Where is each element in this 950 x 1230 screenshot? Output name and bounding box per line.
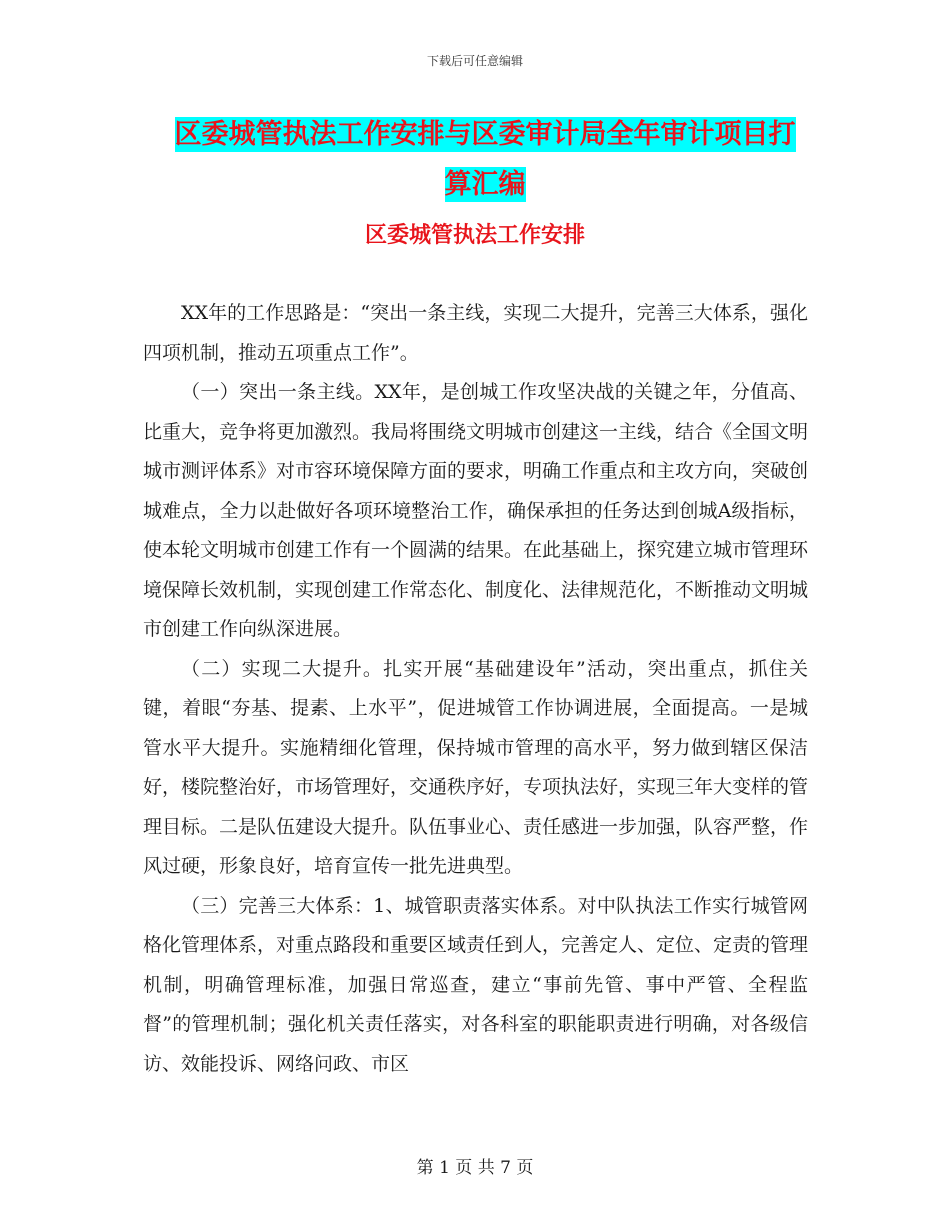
paragraph-two-improvements: （二）实现二大提升。扎实开展“基础建设年”活动，突出重点，抓住关键，着眼“夯基、提素、上水平”，促进城管工作协调进展，全面提高。一是城管水平大提升。实施精细化管理，保持城市管理的高水平，努力做到辖区保洁好，楼院整治好，市场管理好，交通秩序好，专项执法好，实现三年大变样的管理目标。二是队伍建设大提升。队伍事业心、责任感进一步加强，队容严整，作风过硬，形象良好，培育宣传一批先进典型。 [143, 657, 809, 877]
document-body [143, 294, 808, 1084]
document-title [150, 110, 820, 210]
document-title-line-2: 算汇编 [444, 169, 526, 200]
paragraph-intro: XX年的工作思路是：“突出一条主线，实现二大提升，完善三大体系，强化四项机制，推动五项重点工作”。 [143, 302, 808, 364]
paragraph-one-main-line: （一）突出一条主线。XX年，是创城工作攻坚决战的关键之年，分值高、比重大，竞争将更加激烈。我局将围绕文明城市创建这一主线，结合《全国文明城市测评体系》对市容环境保障方面的要求，明确工作重点和主攻方向，突破创城难点，全力以赴做好各项环境整治工作，确保承担的任务达到创城A级指标，使本轮文明城市创建工作有一个圆满的结果。在此基础上，探究建立城市管理环境保障长效机制，实现创建工作常态化、制度化、法律规范化，不断推动文明城市创建工作向纵深进展。 [143, 381, 809, 640]
header-note: 下载后可任意编辑 [426, 54, 523, 68]
paragraph-three-systems: （三）完善三大体系：1、城管职责落实体系。对中队执法工作实行城管网格化管理体系，对重点路段和重要区域责任到人，完善定人、定位、定责的管理机制，明确管理标准，加强日常巡查，建立“事前先管、事中严管、全程监督”的管理机制；强化机关责任落实，对各科室的职能职责进行明确，对各级信访、效能投诉、网络问政、市区 [143, 894, 809, 1075]
page-footer: 第 1 页 共 7 页 [416, 1158, 534, 1178]
document-title-line-1: 区委城管执法工作安排与区委审计局全年审计项目打 [174, 119, 796, 150]
section-title: 区委城管执法工作安排 [364, 223, 585, 248]
